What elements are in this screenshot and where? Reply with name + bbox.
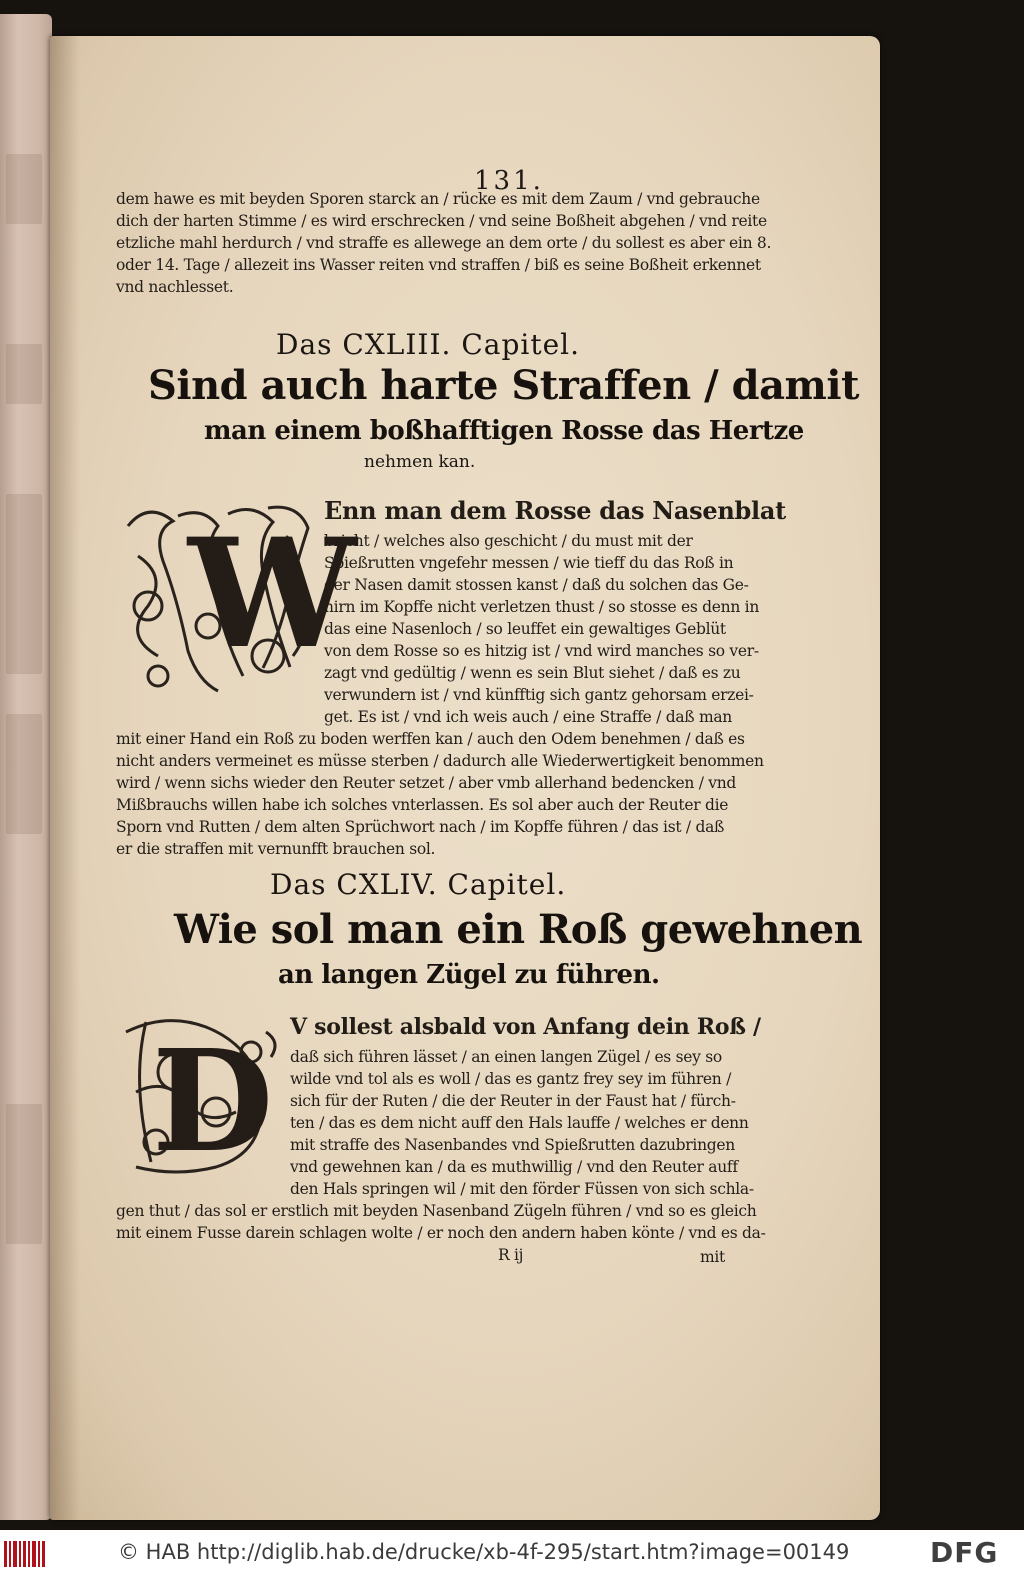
book-page (50, 36, 880, 1520)
text-line: sich für der Ruten / die der Reuter in der Faust hat / fürch- (290, 1092, 736, 1110)
chapter-title-line: an langen Zügel zu führen. (278, 960, 660, 990)
decorated-initial-w (118, 496, 357, 704)
text-line: vnd gewehnen kan / da es muthwillig / vnd den Reuter auff (290, 1158, 738, 1176)
dfg-logo: DFG (930, 1536, 999, 1569)
text-line: gen thut / das sol er erstlich mit beyden Nasenband Zügeln führen / vnd so es gleich (116, 1202, 757, 1220)
text-line: nicht anders vermeinet es müsse sterben / dadurch alle Wiederwertigkeit benommen (116, 752, 764, 770)
chapter-label: Das CXLIII. Capitel. (276, 328, 581, 361)
text-line-lead: Enn man dem Rosse das Nasenblat (324, 496, 786, 525)
text-line-lead: V sollest alsbald von Anfang dein Roß / (290, 1014, 761, 1040)
decorated-initial-d (116, 1012, 286, 1184)
text-line: er die straffen mit vernunfft brauchen sol. (116, 840, 436, 858)
text-line: mit einer Hand ein Roß zu boden werffen kan / auch den Odem benehmen / daß es (116, 730, 745, 748)
text-line: mit einem Fusse darein schlagen wolte / er noch den andern haben könte / vnd es da- (116, 1224, 766, 1242)
text-line: bricht / welches also geschicht / du must mit der (324, 532, 693, 550)
text-line: oder 14. Tage / allezeit ins Wasser reiten vnd straffen / biß es seine Boßheit erkennet (116, 256, 761, 274)
chapter-title-line: man einem boßhafftigen Rosse das Hertze (204, 416, 804, 446)
page-number: 131. (474, 166, 544, 196)
text-line: etzliche mahl herdurch / vnd straffe es allewege an dem orte / du sollest es aber ein 8. (116, 234, 772, 252)
page-gutter-shadow (50, 36, 80, 1520)
facing-page-edge (0, 14, 52, 1520)
text-line: verwundern ist / vnd künfftig sich gantz gehorsam erzei- (324, 686, 754, 704)
chapter-label: Das CXLIV. Capitel. (270, 868, 567, 901)
copyright-link[interactable]: © HAB http://diglib.hab.de/drucke/xb-4f-295/start.htm?image=00149 (118, 1540, 850, 1564)
text-line: das eine Nasenloch / so leuffet ein gewaltiges Geblüt (324, 620, 726, 638)
text-line: den Hals springen wil / mit den förder Füssen von sich schla- (290, 1180, 754, 1198)
chapter-title: Wie sol man ein Roß gewehnen (174, 906, 863, 953)
text-line: von dem Rosse so es hitzig ist / vnd wird manches so ver- (324, 642, 759, 660)
text-line: wird / wenn sichs wieder den Reuter setzet / aber vmb allerhand bedencken / vnd (116, 774, 737, 792)
text-line: dich der harten Stimme / es wird erschrecken / vnd seine Boßheit abgehen / vnd reite (116, 212, 767, 230)
catchword: mit (700, 1248, 725, 1266)
text-line: wilde vnd tol als es woll / das es gantz frey sey im führen / (290, 1070, 732, 1088)
text-line: daß sich führen lässet / an einen langen Zügel / es sey so (290, 1048, 722, 1066)
text-line: ten / das es dem nicht auff den Hals lauffe / welches er denn (290, 1114, 749, 1132)
text-line: der Nasen damit stossen kanst / daß du solchen das Ge- (324, 576, 749, 594)
signature-mark: R ij (498, 1246, 524, 1264)
text-line: Mißbrauchs willen habe ich solches vnterlassen. Es sol aber auch der Reuter die (116, 796, 729, 814)
svg-text:D: D (152, 1020, 274, 1184)
text-line: Spießrutten vngefehr messen / wie tieff du das Roß in (324, 554, 734, 572)
text-line: zagt vnd gedültig / wenn es sein Blut siehet / daß es zu (324, 664, 741, 682)
text-line: get. Es ist / vnd ich weis auch / eine Straffe / daß man (324, 708, 732, 726)
chapter-title: Sind auch harte Straffen / damit (148, 362, 859, 409)
text-line: hirn im Kopffe nicht verletzen thust / so stosse es denn in (324, 598, 760, 616)
chapter-title-line: nehmen kan. (364, 452, 476, 472)
text-line: mit straffe des Nasenbandes vnd Spießrutten dazubringen (290, 1136, 735, 1154)
text-line: Sporn vnd Rutten / dem alten Sprüchwort nach / im Kopffe führen / das ist / daß (116, 818, 725, 836)
text-line: dem hawe es mit beyden Sporen starck an / rücke es mit dem Zaum / vnd gebrauche (116, 190, 760, 208)
svg-text:W: W (188, 506, 357, 682)
barcode-icon (4, 1541, 48, 1567)
footer-bar (0, 1530, 1024, 1577)
text-line: vnd nachlesset. (116, 278, 234, 296)
